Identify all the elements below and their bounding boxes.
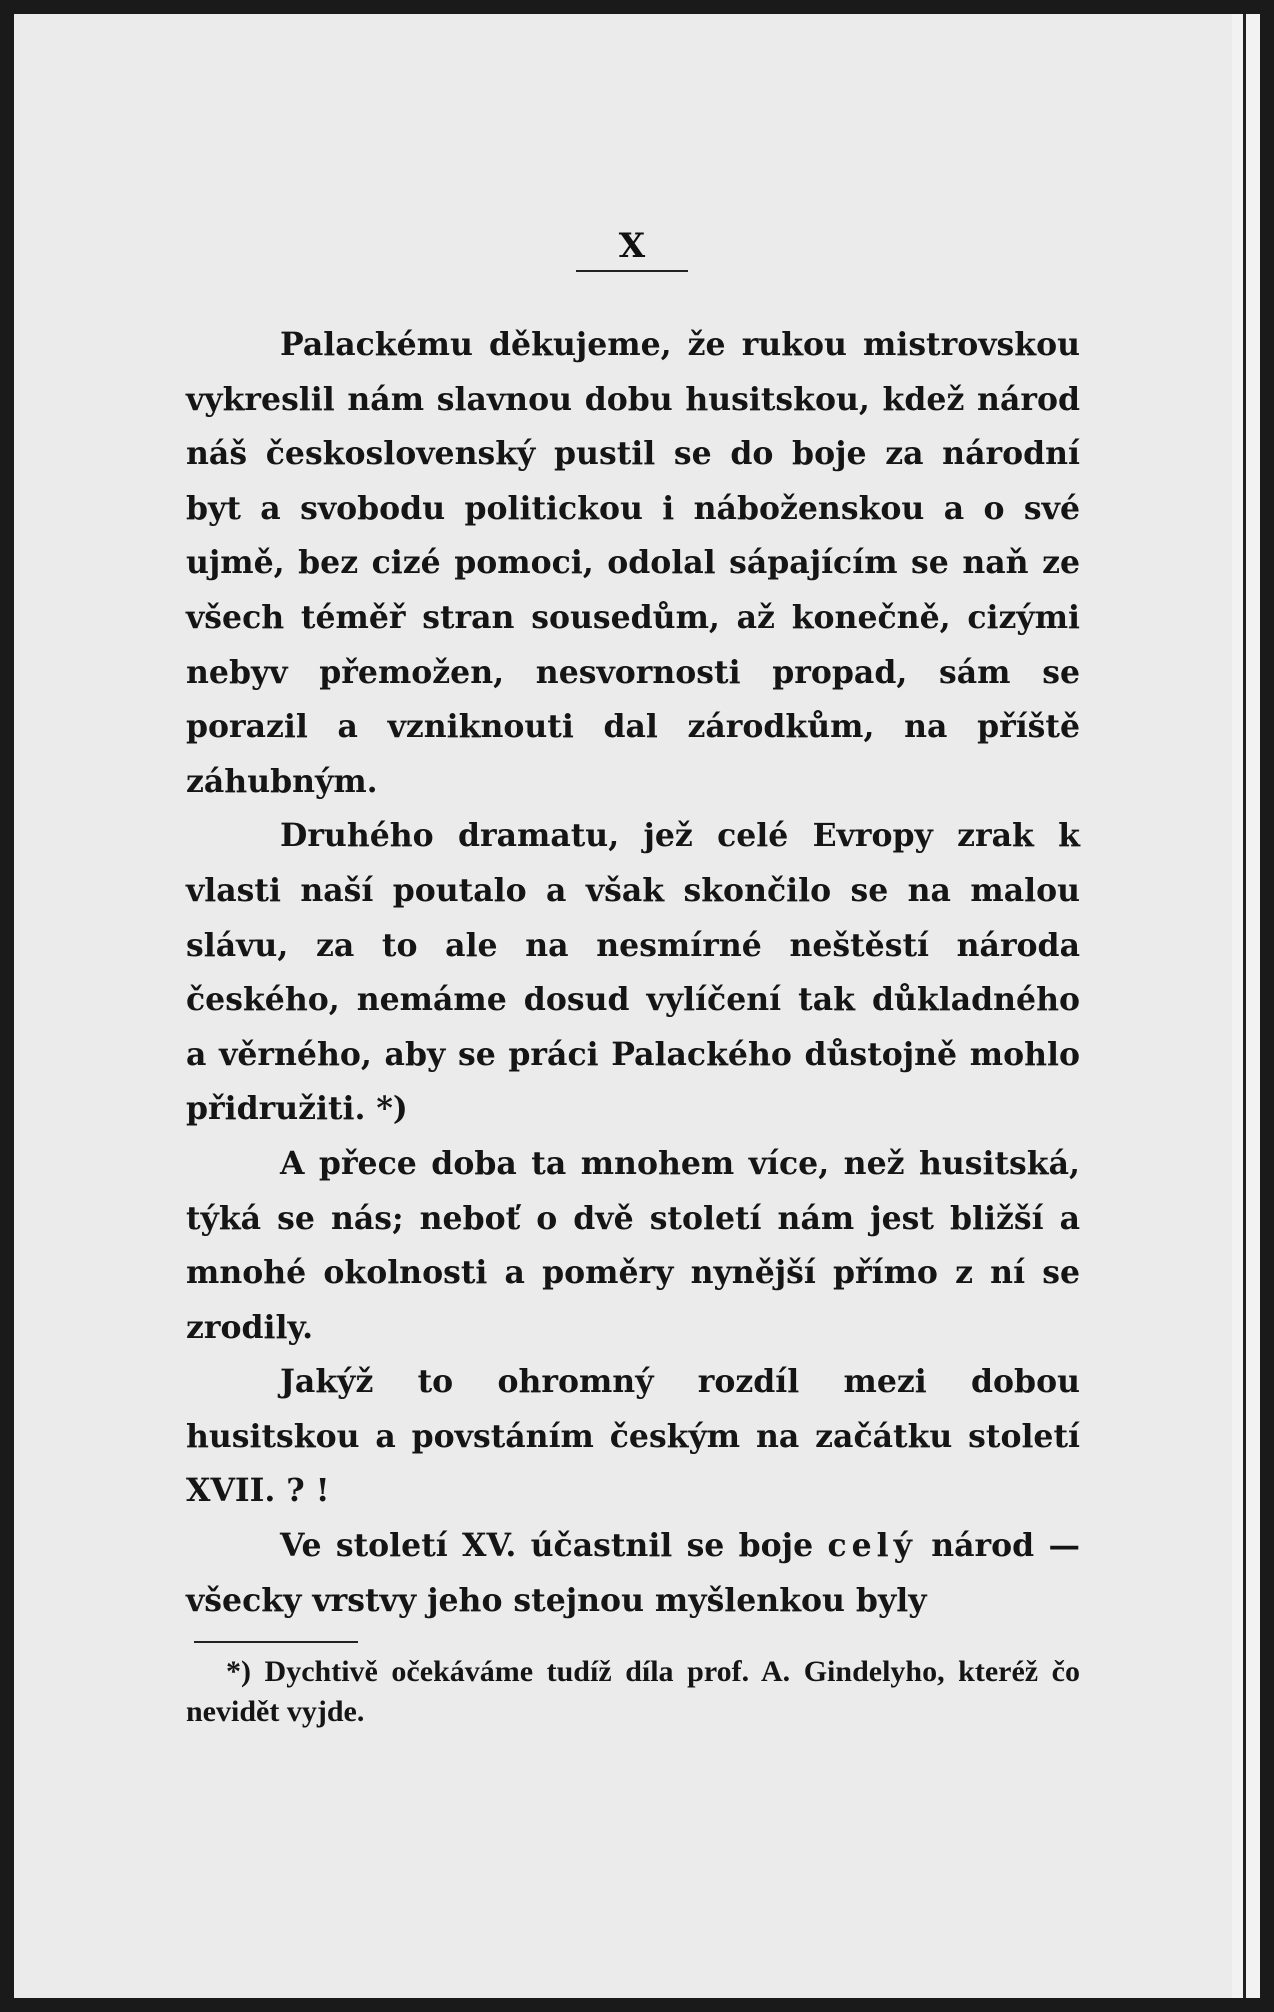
paragraph-text: národ — všecky vrstvy jeho stejnou myšlenkou byly xyxy=(186,1527,1080,1619)
footnote xyxy=(186,1652,1080,1732)
binding-edge xyxy=(1243,14,1246,1998)
paragraph-text: Ve století XV. účastnil se boje xyxy=(280,1527,828,1565)
paragraph: Druhého dramatu, jež celé Evropy zrak k vlasti naší poutalo a však skončilo se na malou slávu, za to ale na nesmírné neštěstí národa českého, nemáme dosud vylíčení tak důkladného a věrného, aby se práci Palackého důstojně mohlo přidružiti. *) xyxy=(186,817,1080,1128)
main-text xyxy=(186,318,1080,1628)
paragraph: A přece doba ta mnohem více, než husitská, týká se nás; neboť o dvě století nám jest bližší a mnohé okolnosti a poměry nynější přímo z ní se zrodily. xyxy=(186,1144,1080,1346)
footnote-rule xyxy=(194,1641,358,1643)
paragraph: Palackému děkujeme, že rukou mistrovskou vykreslil nám slavnou dobu husitskou, kdež národ náš československý pustil se do boje za národní byt a svobodu politickou i náboženskou a o své ujmě, bez cizé pomoci, odolal sápajícím se naň ze všech téměř stran sousedům, až konečně, cizými nebyv přemožen, nesvornosti propad, sám se porazil a vzniknouti dal zárodkům, na příště záhubným. xyxy=(186,326,1080,800)
paragraph xyxy=(186,1519,1080,1628)
paragraph: Jakýž to ohromný rozdíl mezi dobou husitskou a povstáním českým na začátku století XVII. ? ! xyxy=(186,1363,1080,1510)
page-edge xyxy=(1232,14,1260,1998)
emphasized-word: celý xyxy=(827,1527,917,1565)
page-number: X xyxy=(618,226,646,266)
footnote-text: *) Dychtivě očekáváme tudíž díla prof. A. Gindelyho, kteréž čo nevidět vyjde. xyxy=(186,1655,1080,1728)
page-number-rule xyxy=(576,270,688,272)
